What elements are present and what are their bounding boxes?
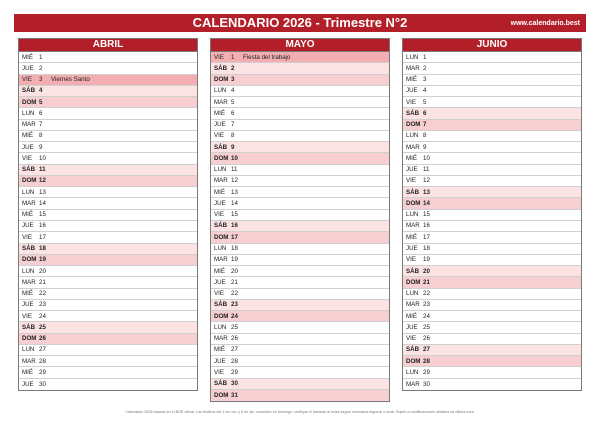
day-row <box>403 311 581 322</box>
day-row <box>211 165 389 176</box>
day-row <box>19 86 197 97</box>
weekday-label: SÁB <box>214 64 228 72</box>
day-row <box>403 165 581 176</box>
day-number: 14 <box>39 199 46 207</box>
holiday-name: Fiesta del trabajo <box>243 53 291 61</box>
day-number: 5 <box>231 98 235 106</box>
weekday-label: MAR <box>214 335 228 343</box>
weekday-label: MIÉ <box>22 53 34 61</box>
day-number: 20 <box>39 267 46 275</box>
day-row <box>211 75 389 86</box>
weekday-label: MIÉ <box>406 154 418 162</box>
weekday-label: MIÉ <box>214 109 226 117</box>
day-row <box>211 322 389 333</box>
day-number: 18 <box>231 245 238 253</box>
day-number: 30 <box>423 380 430 388</box>
day-number: 22 <box>423 290 430 298</box>
day-number: 23 <box>423 301 430 309</box>
weekday-label: VIE <box>22 154 32 162</box>
day-row <box>211 63 389 74</box>
day-row <box>403 187 581 198</box>
weekday-label: JUE <box>406 323 418 331</box>
day-row <box>19 97 197 108</box>
weekday-label: LUN <box>22 267 35 275</box>
weekday-label: VIE <box>406 256 416 264</box>
day-row <box>19 187 197 198</box>
day-number: 30 <box>39 380 46 388</box>
day-row <box>211 210 389 221</box>
weekday-label: JUE <box>406 87 418 95</box>
weekday-label: LUN <box>214 323 227 331</box>
weekday-label: JUE <box>406 166 418 174</box>
day-row <box>403 97 581 108</box>
day-row <box>211 289 389 300</box>
day-row <box>211 367 389 378</box>
day-row <box>403 367 581 378</box>
day-number: 20 <box>423 267 430 275</box>
weekday-label: SÁB <box>406 109 420 117</box>
day-number: 6 <box>423 109 427 117</box>
day-number: 21 <box>231 278 238 286</box>
weekday-label: LUN <box>22 188 35 196</box>
header-bar <box>14 14 586 32</box>
day-row <box>19 165 197 176</box>
weekday-label: VIE <box>214 290 224 298</box>
day-number: 27 <box>39 346 46 354</box>
weekday-label: DOM <box>406 199 421 207</box>
day-number: 13 <box>39 188 46 196</box>
weekday-label: DOM <box>214 154 229 162</box>
day-number: 19 <box>231 256 238 264</box>
month-header: JUNIO <box>403 39 581 52</box>
weekday-label: SÁB <box>214 380 228 388</box>
day-row <box>19 221 197 232</box>
day-number: 16 <box>231 222 238 230</box>
day-row <box>19 131 197 142</box>
weekday-label: DOM <box>214 391 229 399</box>
day-row <box>19 322 197 333</box>
day-row <box>403 210 581 221</box>
weekday-label: MIÉ <box>406 312 418 320</box>
day-number: 24 <box>39 312 46 320</box>
day-row <box>211 345 389 356</box>
weekday-label: MIÉ <box>22 132 34 140</box>
weekday-label: SÁB <box>22 87 36 95</box>
day-number: 23 <box>39 301 46 309</box>
day-number: 22 <box>39 290 46 298</box>
page-title: CALENDARIO 2026 - Trimestre N°2 <box>192 15 408 30</box>
day-number: 14 <box>231 199 238 207</box>
day-row <box>19 345 197 356</box>
day-number: 29 <box>39 368 46 376</box>
day-row <box>19 334 197 345</box>
month-column-abril <box>18 38 198 391</box>
weekday-label: VIE <box>22 233 32 241</box>
weekday-label: VIE <box>406 98 416 106</box>
weekday-label: DOM <box>214 312 229 320</box>
weekday-label: JUE <box>22 380 34 388</box>
day-row <box>19 120 197 131</box>
weekday-label: JUE <box>214 121 226 129</box>
day-number: 10 <box>423 154 430 162</box>
weekday-label: JUE <box>406 245 418 253</box>
weekday-label: DOM <box>22 98 37 106</box>
day-number: 7 <box>231 121 235 129</box>
day-row <box>19 63 197 74</box>
weekday-label: DOM <box>406 278 421 286</box>
day-row <box>19 311 197 322</box>
day-row <box>19 300 197 311</box>
day-number: 12 <box>423 177 430 185</box>
day-number: 16 <box>39 222 46 230</box>
weekday-label: JUE <box>214 278 226 286</box>
weekday-label: DOM <box>406 357 421 365</box>
day-number: 14 <box>423 199 430 207</box>
day-number: 17 <box>39 233 46 241</box>
day-number: 8 <box>423 132 427 140</box>
weekday-label: LUN <box>406 368 419 376</box>
day-row <box>403 300 581 311</box>
day-row <box>19 108 197 119</box>
month-days <box>211 52 389 401</box>
weekday-label: SÁB <box>214 143 228 151</box>
weekday-label: SÁB <box>214 222 228 230</box>
day-number: 1 <box>423 53 427 61</box>
weekday-label: LUN <box>214 87 227 95</box>
day-number: 28 <box>423 357 430 365</box>
weekday-label: LUN <box>22 346 35 354</box>
day-number: 9 <box>231 143 235 151</box>
weekday-label: DOM <box>214 76 229 84</box>
weekday-label: MIÉ <box>22 211 34 219</box>
day-number: 26 <box>39 335 46 343</box>
day-row <box>211 86 389 97</box>
day-row <box>211 131 389 142</box>
day-row <box>403 232 581 243</box>
day-row <box>211 108 389 119</box>
day-row <box>19 75 197 86</box>
day-number: 2 <box>39 64 43 72</box>
day-row <box>19 356 197 367</box>
weekday-label: VIE <box>214 132 224 140</box>
weekday-label: MAR <box>22 357 36 365</box>
weekday-label: MIÉ <box>22 290 34 298</box>
day-number: 4 <box>423 87 427 95</box>
day-row <box>403 86 581 97</box>
day-row <box>403 255 581 266</box>
day-number: 22 <box>231 290 238 298</box>
day-number: 2 <box>423 64 427 72</box>
weekday-label: LUN <box>406 290 419 298</box>
day-number: 10 <box>39 154 46 162</box>
day-number: 19 <box>39 256 46 264</box>
day-number: 7 <box>423 121 427 129</box>
day-row <box>403 334 581 345</box>
day-row <box>211 176 389 187</box>
day-number: 25 <box>423 323 430 331</box>
day-row <box>403 108 581 119</box>
day-number: 20 <box>231 267 238 275</box>
day-row <box>19 277 197 288</box>
day-row <box>211 120 389 131</box>
day-number: 31 <box>231 391 238 399</box>
weekday-label: MAR <box>22 199 36 207</box>
weekday-label: VIE <box>406 335 416 343</box>
day-row <box>19 367 197 378</box>
site-url[interactable]: www.calendario.best <box>510 20 580 27</box>
weekday-label: MAR <box>214 98 228 106</box>
day-row <box>211 198 389 209</box>
weekday-label: LUN <box>406 53 419 61</box>
day-row <box>403 52 581 63</box>
weekday-label: VIE <box>22 312 32 320</box>
day-number: 28 <box>39 357 46 365</box>
day-number: 25 <box>231 323 238 331</box>
weekday-label: JUE <box>22 143 34 151</box>
day-number: 24 <box>231 312 238 320</box>
day-row <box>403 379 581 390</box>
day-number: 18 <box>423 245 430 253</box>
day-row <box>19 244 197 255</box>
weekday-label: JUE <box>214 357 226 365</box>
day-row <box>211 232 389 243</box>
day-number: 2 <box>231 64 235 72</box>
month-days <box>403 52 581 390</box>
day-row <box>403 322 581 333</box>
footer-note: Calendario 2026 basado en el BOE oficial. Los festivos del 1 de nov. y 6 de dic. coinciden en domingo: verifique el traslado al lunes según normativa regional o local. Sujeto a modificaciones oficiales de última hora. <box>125 410 475 414</box>
day-number: 4 <box>231 87 235 95</box>
day-number: 17 <box>423 233 430 241</box>
weekday-label: SÁB <box>406 188 420 196</box>
day-row <box>211 334 389 345</box>
weekday-label: MAR <box>214 177 228 185</box>
weekday-label: SÁB <box>22 323 36 331</box>
day-row <box>211 311 389 322</box>
weekday-label: VIE <box>214 368 224 376</box>
month-days <box>19 52 197 390</box>
day-row <box>403 142 581 153</box>
day-row <box>211 153 389 164</box>
weekday-label: MIÉ <box>406 233 418 241</box>
weekday-label: SÁB <box>22 166 36 174</box>
day-number: 16 <box>423 222 430 230</box>
weekday-label: SÁB <box>214 301 228 309</box>
day-row <box>211 277 389 288</box>
weekday-label: VIE <box>214 53 224 61</box>
weekday-label: JUE <box>214 199 226 207</box>
weekday-label: MIÉ <box>214 346 226 354</box>
day-row <box>19 176 197 187</box>
day-row <box>403 153 581 164</box>
day-row <box>211 255 389 266</box>
month-column-mayo <box>210 38 390 402</box>
day-number: 10 <box>231 154 238 162</box>
day-number: 8 <box>39 132 43 140</box>
day-number: 25 <box>39 323 46 331</box>
day-number: 26 <box>423 335 430 343</box>
weekday-label: SÁB <box>22 245 36 253</box>
day-number: 26 <box>231 335 238 343</box>
weekday-label: JUE <box>22 301 34 309</box>
weekday-label: VIE <box>22 76 32 84</box>
weekday-label: MIÉ <box>214 188 226 196</box>
weekday-label: LUN <box>214 166 227 174</box>
day-number: 7 <box>39 121 43 129</box>
day-number: 3 <box>231 76 235 84</box>
weekday-label: LUN <box>406 132 419 140</box>
day-number: 4 <box>39 87 43 95</box>
day-row <box>403 198 581 209</box>
day-number: 5 <box>39 98 43 106</box>
weekday-label: LUN <box>406 211 419 219</box>
day-row <box>19 232 197 243</box>
day-number: 11 <box>423 166 430 174</box>
weekday-label: JUE <box>22 222 34 230</box>
day-row <box>211 221 389 232</box>
day-row <box>403 277 581 288</box>
day-number: 17 <box>231 233 238 241</box>
weekday-label: LUN <box>22 109 35 117</box>
day-row <box>403 75 581 86</box>
day-number: 6 <box>231 109 235 117</box>
month-column-junio <box>402 38 582 391</box>
day-row <box>211 390 389 401</box>
weekday-label: DOM <box>22 177 37 185</box>
day-number: 11 <box>231 166 238 174</box>
weekday-label: DOM <box>406 121 421 129</box>
day-row <box>403 345 581 356</box>
day-number: 19 <box>423 256 430 264</box>
day-row <box>403 131 581 142</box>
day-number: 29 <box>231 368 238 376</box>
day-number: 12 <box>231 177 238 185</box>
day-row <box>211 187 389 198</box>
weekday-label: MIÉ <box>22 368 34 376</box>
day-row <box>19 255 197 266</box>
day-row <box>403 356 581 367</box>
day-number: 27 <box>231 346 238 354</box>
day-number: 21 <box>423 278 430 286</box>
weekday-label: MAR <box>22 278 36 286</box>
weekday-label: MAR <box>406 301 420 309</box>
weekday-label: MIÉ <box>214 267 226 275</box>
day-number: 23 <box>231 301 238 309</box>
day-number: 9 <box>39 143 43 151</box>
day-number: 15 <box>39 211 46 219</box>
day-number: 1 <box>231 53 235 61</box>
weekday-label: LUN <box>214 245 227 253</box>
day-row <box>403 120 581 131</box>
weekday-label: MAR <box>406 64 420 72</box>
day-row <box>19 153 197 164</box>
day-number: 1 <box>39 53 43 61</box>
day-number: 9 <box>423 143 427 151</box>
day-number: 6 <box>39 109 43 117</box>
weekday-label: MAR <box>406 380 420 388</box>
day-number: 12 <box>39 177 46 185</box>
day-row <box>403 244 581 255</box>
month-header: MAYO <box>211 39 389 52</box>
day-row <box>211 266 389 277</box>
day-number: 27 <box>423 346 430 354</box>
weekday-label: MAR <box>406 222 420 230</box>
weekday-label: SÁB <box>406 346 420 354</box>
day-row <box>211 97 389 108</box>
weekday-label: DOM <box>22 256 37 264</box>
weekday-label: DOM <box>214 233 229 241</box>
day-row <box>19 142 197 153</box>
day-number: 15 <box>231 211 238 219</box>
month-header: ABRIL <box>19 39 197 52</box>
holiday-name: Viernes Santo <box>51 76 90 84</box>
day-row <box>19 379 197 390</box>
weekday-label: MIÉ <box>406 76 418 84</box>
weekday-label: DOM <box>22 335 37 343</box>
day-number: 5 <box>423 98 427 106</box>
day-number: 13 <box>231 188 238 196</box>
day-row <box>211 356 389 367</box>
day-number: 8 <box>231 132 235 140</box>
day-number: 30 <box>231 380 238 388</box>
day-row <box>211 142 389 153</box>
weekday-label: MAR <box>22 121 36 129</box>
weekday-label: SÁB <box>406 267 420 275</box>
day-row <box>211 379 389 390</box>
weekday-label: VIE <box>406 177 416 185</box>
day-number: 13 <box>423 188 430 196</box>
day-number: 18 <box>39 245 46 253</box>
day-row <box>403 266 581 277</box>
day-row <box>211 52 389 63</box>
day-row <box>403 63 581 74</box>
day-row <box>19 210 197 221</box>
day-number: 3 <box>39 76 43 84</box>
day-row <box>403 289 581 300</box>
day-row <box>211 244 389 255</box>
day-number: 15 <box>423 211 430 219</box>
day-number: 24 <box>423 312 430 320</box>
weekday-label: MAR <box>406 143 420 151</box>
day-number: 29 <box>423 368 430 376</box>
day-number: 3 <box>423 76 427 84</box>
weekday-label: JUE <box>22 64 34 72</box>
day-row <box>19 266 197 277</box>
weekday-label: VIE <box>214 211 224 219</box>
day-row <box>211 300 389 311</box>
day-row <box>403 176 581 187</box>
day-row <box>19 289 197 300</box>
day-number: 11 <box>39 166 46 174</box>
day-row <box>19 52 197 63</box>
weekday-label: MAR <box>214 256 228 264</box>
day-number: 28 <box>231 357 238 365</box>
day-number: 21 <box>39 278 46 286</box>
day-row <box>19 198 197 209</box>
day-row <box>403 221 581 232</box>
